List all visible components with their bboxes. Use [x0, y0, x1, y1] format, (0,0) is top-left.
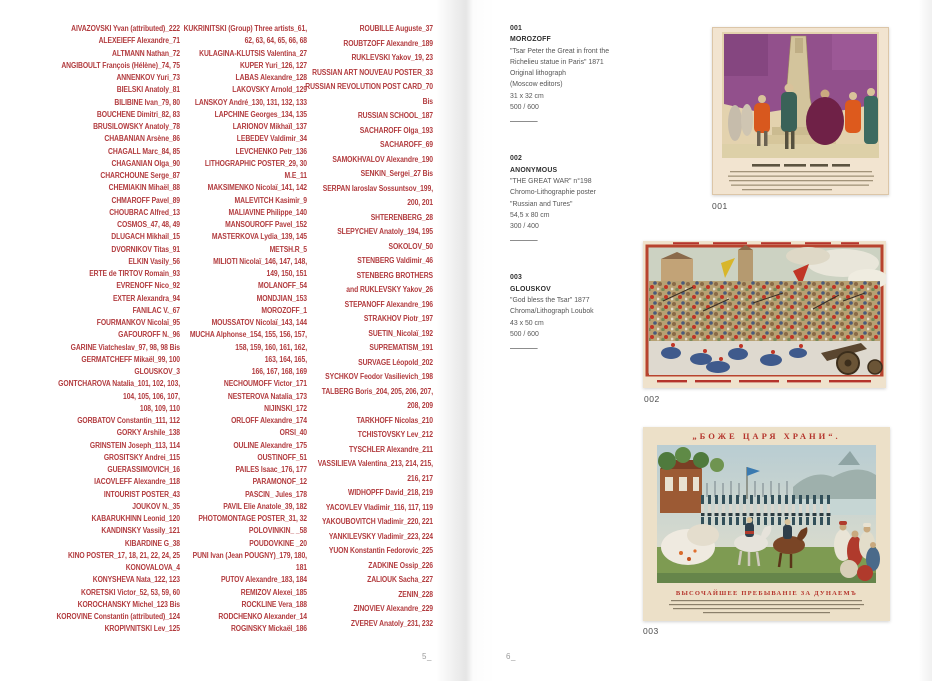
right-page-number: 6_ [506, 652, 516, 661]
lot-002-artwork [643, 241, 886, 388]
index-entry: BOUCHENE Dimitri_82, 83 [96, 109, 180, 119]
index-entry: ROCKLINE Vera_188 [241, 599, 307, 609]
index-entry: YAKOUBOVITCH Vladimir_220, 221 [322, 517, 433, 526]
index-entry: 158, 159, 160, 161, 162, [235, 342, 307, 352]
index-entry: GORBATOV Constantin_111, 112 [77, 416, 180, 425]
index-entry: LAKOVSKY Arnold_129 [232, 85, 307, 95]
lot-entry-002 [510, 152, 648, 241]
index-entry: KULAGINA-KLUTSIS Valentina_27 [199, 48, 307, 58]
lot-detail-line: (Moscow editors) [510, 79, 563, 89]
index-entry: ZINOVIEV Alexandre_229 [353, 604, 433, 613]
index-entry: PAILES Isaac_176, 177 [235, 465, 307, 474]
index-entry: DLUGACH Mikhail_15 [111, 232, 180, 242]
lot-detail-line: Original lithograph [510, 68, 567, 78]
index-entry: LANSKOY André_130, 131, 132, 133 [194, 97, 307, 107]
index-entry: ANNENKOV Yuri_73 [116, 73, 180, 82]
index-entry: SACHAROFF_69 [379, 140, 433, 149]
index-entry: REMIZOV Alexei_185 [240, 587, 307, 597]
index-entry: BRUSILOWSKY Anatoly_78 [93, 122, 180, 131]
page-gutter-shadow [436, 0, 496, 681]
artwork-scene [722, 32, 879, 158]
lot-detail-line: Chroma/Lithograph Loubok [510, 306, 594, 316]
index-entry: SOKOLOV_50 [388, 241, 433, 251]
index-entry: LAPCHINE Georges_134, 135 [214, 109, 307, 119]
index-entry: KUPER Yuri_126, 127 [239, 60, 307, 70]
index-entry: SACHAROFF Olga_193 [359, 125, 433, 135]
index-entry: 149, 150, 151 [266, 269, 307, 278]
index-entry: PHOTOMONTAGE POSTER_31, 32 [198, 514, 307, 523]
lot-detail-line: "God bless the Tsar" 1877 [510, 295, 590, 305]
index-entry: 62, 63, 64, 65, 66, 68 [244, 36, 307, 46]
index-entry: ELKIN Vasily_56 [128, 256, 180, 266]
lot-003-artwork [643, 427, 890, 621]
index-entry: KONOVALOVA_4 [125, 563, 180, 572]
divider-rule [510, 121, 538, 122]
poster-subtitle-text: ВЫСОЧАЙШЕЕ ПРЕБЫВАНІЕ ЗА ДУНАЕМЪ [675, 590, 858, 597]
index-entry: YACOVLEV Vladimir_116, 117, 119 [325, 502, 433, 512]
index-entry: LITHOGRAPHIC POSTER_29, 30 [204, 158, 307, 168]
index-entry: SENKIN_Sergei_27 Bis [360, 169, 433, 178]
index-entry: SERPAN Iaroslav Sossuntsov_199, [322, 183, 433, 193]
index-entry: EVRENOFF Nico_92 [116, 281, 180, 291]
figure-caption-003: 003 [643, 626, 659, 636]
index-entry: BILIBINE Ivan_79, 80 [114, 97, 180, 107]
divider-rule [510, 348, 538, 349]
index-entry: YANKILEVSKY Vladimir_223, 224 [328, 531, 433, 541]
index-column-3 [283, 22, 433, 631]
lot-descriptions [510, 22, 648, 379]
index-entry: NECHOUMOFF Victor_171 [223, 379, 307, 389]
index-entry: OULINE Alexandre_175 [233, 440, 307, 450]
index-entry: IACOVLEFF Alexandre_118 [94, 477, 180, 487]
index-entry: FOURMANKOV Nicolaï_95 [96, 318, 180, 327]
lot-detail-line: "Russian and Tures" [510, 198, 573, 208]
index-entry: ROGINSKY Mickaël_186 [230, 624, 307, 634]
index-entry: KORETSKI Victor_52, 53, 59, 60 [81, 587, 180, 597]
index-entry: ERTE de TIRTOV Romain_93 [89, 269, 180, 278]
index-entry: ANGIBOULT François (Hélène)_74, 75 [61, 60, 180, 70]
index-entry: DVORNIKOV Titas_91 [111, 244, 180, 254]
index-entry: GONTCHAROVA Natalia_101, 102, 103, [58, 379, 180, 389]
lot-artist: GLOUSKOV [510, 283, 551, 293]
index-entry: ORSI_40 [279, 428, 307, 438]
index-entry: KANDINSKY Vassily_121 [101, 526, 180, 536]
lot-artist: MOROZOFF [510, 34, 551, 44]
index-entry: MOROZOFF_1 [261, 305, 307, 315]
index-entry: MILIOTI Nicolaï_146, 147, 148, [213, 256, 307, 266]
index-entry: ALTMANN Nathan_72 [112, 48, 180, 58]
index-entry: TCHISTOVSKY Lev_212 [357, 430, 433, 439]
index-entry: STRAKHOV Piotr_197 [363, 314, 433, 323]
index-entry: TARKHOFF Nicolas_210 [356, 415, 433, 425]
index-entry: ROUBILLE Auguste_37 [359, 24, 433, 33]
index-entry: CHABANIAN Arsène_86 [104, 134, 180, 144]
index-entry: GRINSTEIN Joseph_113, 114 [89, 440, 180, 450]
index-entry: NIJINSKI_172 [264, 403, 307, 413]
index-entry: ORLOFF Alexandre_174 [231, 416, 307, 425]
index-entry: RUSSIAN REVOLUTION POST CARD_70 [305, 82, 433, 91]
divider-rule [510, 240, 538, 241]
index-entry: Bis [422, 96, 433, 106]
lot-detail-line: 54,5 x 80 cm [510, 209, 550, 219]
index-entry: AIVAZOVSKI Yvan (attributed)_222 [71, 24, 180, 33]
lot-detail-lines [510, 294, 648, 339]
index-entry: CHARCHOUNE Serge_87 [100, 171, 180, 180]
index-entry: GROSITSKY Andrei_115 [103, 452, 180, 462]
index-entry: 108, 109, 110 [139, 403, 180, 413]
index-entry: PASCIN_ Jules_178 [245, 489, 307, 499]
lot-detail-line: 43 x 50 cm [510, 317, 544, 327]
index-entry: LEVCHENKO Petr_136 [235, 146, 307, 156]
lot-artist: ANONYMOUS [510, 164, 558, 174]
index-entry: SHTERENBERG_28 [370, 212, 433, 222]
index-entry: MALIAVINE Philippe_140 [228, 207, 307, 217]
index-entry: 166, 167, 168, 169 [251, 367, 307, 376]
index-entry: KOROCHANSKY Michel_123 Bis [77, 599, 180, 609]
index-entry: ROUBTZOFF Alexandre_189 [343, 38, 433, 48]
index-entry: JOUKOV N._35 [132, 501, 180, 511]
index-entry: LEBEDEV Valdimir_34 [236, 134, 307, 144]
index-entry: EXTER Alexandra_94 [112, 293, 180, 303]
figure-caption-001: 001 [712, 201, 728, 211]
index-entry: 163, 164, 165, [264, 354, 307, 364]
index-entry: WIDHOPFF David_218, 219 [348, 488, 433, 497]
index-entry: POUDOVKINE _20 [249, 538, 307, 548]
index-entry: KROPIVNITSKI Lev_125 [104, 624, 180, 634]
lot-detail-line: "THE GREAT WAR" n°198 [510, 175, 592, 185]
lot-detail-line: 500 / 600 [510, 102, 539, 112]
index-entry: METSH.R_5 [269, 244, 307, 254]
lot-001-artwork [712, 27, 889, 195]
index-entry: 104, 105, 106, 107, [122, 391, 180, 401]
lot-003-photo [643, 427, 890, 621]
index-entry: LARIONOV Mikhaïl_137 [232, 122, 307, 131]
index-entry: GERMATCHEFF Mikaël_99, 100 [81, 354, 180, 364]
lot-number: 002 [510, 153, 523, 163]
index-entry: ALEXEIEFF Alexandre_71 [98, 36, 180, 46]
index-entry: KOROVINE Constantin (attributed)_124 [56, 612, 180, 621]
artwork-caption-lines [752, 164, 850, 167]
index-entry: PUTOV Alexandre_183, 184 [220, 575, 307, 585]
index-entry: YUON Konstantin Fedorovic_225 [328, 546, 433, 555]
index-entry: MANSOUROFF Pavel_152 [225, 220, 307, 229]
index-entry: SUETIN_Nicolaï_192 [368, 328, 433, 338]
lot-detail-lines [510, 45, 648, 113]
index-entry: KABARUKHINN Leonid_120 [91, 514, 180, 523]
index-entry: RUSSIAN SCHOOL_187 [357, 111, 433, 120]
parade-scene [657, 445, 880, 583]
index-entry: KINO POSTER_17, 18, 21, 22, 24, 25 [67, 550, 180, 560]
index-entry: MALEVITCH Kasimir_9 [234, 195, 307, 205]
index-entry: MUCHA Alphonse_154, 155, 156, 157, [189, 330, 307, 340]
lot-002-photo [643, 241, 886, 388]
index-entry: OUSTINOFF_51 [257, 452, 307, 462]
index-entry: 181 [295, 563, 307, 572]
lot-001-photo [712, 27, 889, 195]
index-entry: CHAGALL Marc_84, 85 [108, 146, 180, 156]
index-entry: STENBERG Valdimir_46 [357, 256, 433, 265]
index-entry: TALBERG Boris_204, 205, 206, 207, [321, 386, 433, 396]
index-entry: FANILAC V._67 [132, 305, 180, 315]
left-page-number: 5_ [422, 652, 432, 661]
index-entry: M.E_11 [284, 171, 307, 180]
poster-title-text: „БОЖЕ ЦАРЯ ХРАНИ“. [692, 431, 841, 441]
index-entry: INTOURIST POSTER_43 [103, 489, 180, 499]
index-entry: RODCHENKO Alexander_14 [218, 612, 307, 621]
index-entry: LABAS Alexandre_128 [235, 73, 307, 82]
index-entry: SAMOKHVALOV Alexandre_190 [332, 154, 433, 164]
lot-entry-001 [510, 22, 648, 122]
index-entry: SLEPYCHEV Anatoly_194, 195 [337, 227, 433, 236]
index-entry: RUSSIAN ART NOUVEAU POSTER_33 [312, 67, 433, 77]
lot-entry-003 [510, 271, 648, 349]
index-entry: SURVAGE Léopold_202 [358, 357, 433, 367]
index-entry: GORKY Arshile_138 [116, 428, 180, 438]
index-entry: PARAMONOF_12 [252, 477, 307, 487]
index-entry: BIELSKI Anatoly_81 [116, 85, 180, 95]
lot-detail-line: Richelieu statue in Paris" 1871 [510, 56, 604, 66]
index-entry: POLOVINKIN_ _58 [248, 526, 307, 536]
index-entry: KONYSHEVA Nata_122, 123 [92, 575, 180, 585]
lot-detail-line: 300 / 400 [510, 221, 539, 231]
index-entry: 200, 201 [407, 198, 433, 207]
index-entry: COSMOS_47, 48, 49 [117, 220, 180, 229]
lot-detail-line: Chromo-Lithographie poster [510, 187, 596, 197]
index-entry: TYSCHLER Alexandre_211 [348, 444, 433, 454]
index-entry: CHMAROFF Pavel_89 [111, 195, 180, 205]
index-entry: NESTEROVA Natalia_173 [227, 391, 307, 401]
index-entry: VASSILIEVA Valentina_213, 214, 215, [317, 459, 433, 468]
index-entry: 216, 217 [407, 473, 433, 483]
lot-detail-line: 31 x 32 cm [510, 90, 544, 100]
index-entry: CHAGANIAN Olga_90 [111, 158, 180, 168]
index-entry: GAFOUROFF N._96 [118, 330, 180, 340]
index-entry: MASTERKOVA Lydia_139, 145 [211, 232, 307, 242]
index-entry: MAKSIMENKO Nicolaï_141, 142 [207, 183, 307, 193]
index-entry: RUKLEVSKI Yakov_19, 23 [351, 53, 433, 62]
index-entry: GARINE Viatcheslav_97, 98, 98 Bis [70, 342, 180, 352]
lot-number: 003 [510, 272, 523, 282]
lot-number: 001 [510, 23, 523, 32]
index-entry: ZENIN_228 [398, 589, 433, 599]
index-entry: 208, 209 [407, 401, 433, 410]
lot-detail-line: "Tsar Peter the Great in front the [510, 45, 610, 55]
index-entry: SYCHKOV Feodor Vasilievich_198 [325, 372, 433, 381]
index-entry: MOLANOFF_54 [258, 281, 307, 291]
index-entry: KUKRINITSKI (Group) Three artists_61, [183, 24, 307, 33]
index-entry: STENBERG BROTHERS [356, 270, 433, 280]
index-entry: ZALIOUK Sacha_227 [367, 575, 433, 584]
figure-caption-002: 002 [644, 394, 660, 404]
page-edge-shadow [918, 0, 932, 681]
index-entry: ZADKINE Ossip_226 [368, 560, 433, 570]
index-entry: MOUSSATOV Nicolaï_143, 144 [211, 318, 307, 327]
index-entry: GLOUSKOV_3 [134, 367, 180, 376]
index-entry: STEPANOFF Alexandre_196 [344, 299, 433, 309]
index-entry: PAVIL Elie Anatole_39, 182 [223, 501, 307, 511]
lot-detail-lines [510, 175, 648, 231]
index-entry: and RUKLEVSKY Yakov_26 [346, 285, 433, 294]
index-entry: CHOUBRAC Alfred_13 [109, 207, 180, 217]
index-entry: SUPREMATISM_191 [369, 343, 433, 352]
battle-scene [647, 245, 886, 375]
lot-detail-line: 500 / 600 [510, 328, 539, 338]
index-entry: PUNI Ivan (Jean POUGNY)_179, 180, [192, 550, 307, 560]
index-entry: CHEMIAKIN Mihaël_88 [108, 183, 180, 193]
index-entry: ZVEREV Anatoly_231, 232 [350, 618, 433, 628]
index-entry: MONDJIAN_153 [256, 293, 307, 303]
index-entry: GUERASSIMOVICH_16 [107, 465, 180, 474]
index-entry: KIBARDINE G_38 [124, 538, 180, 548]
